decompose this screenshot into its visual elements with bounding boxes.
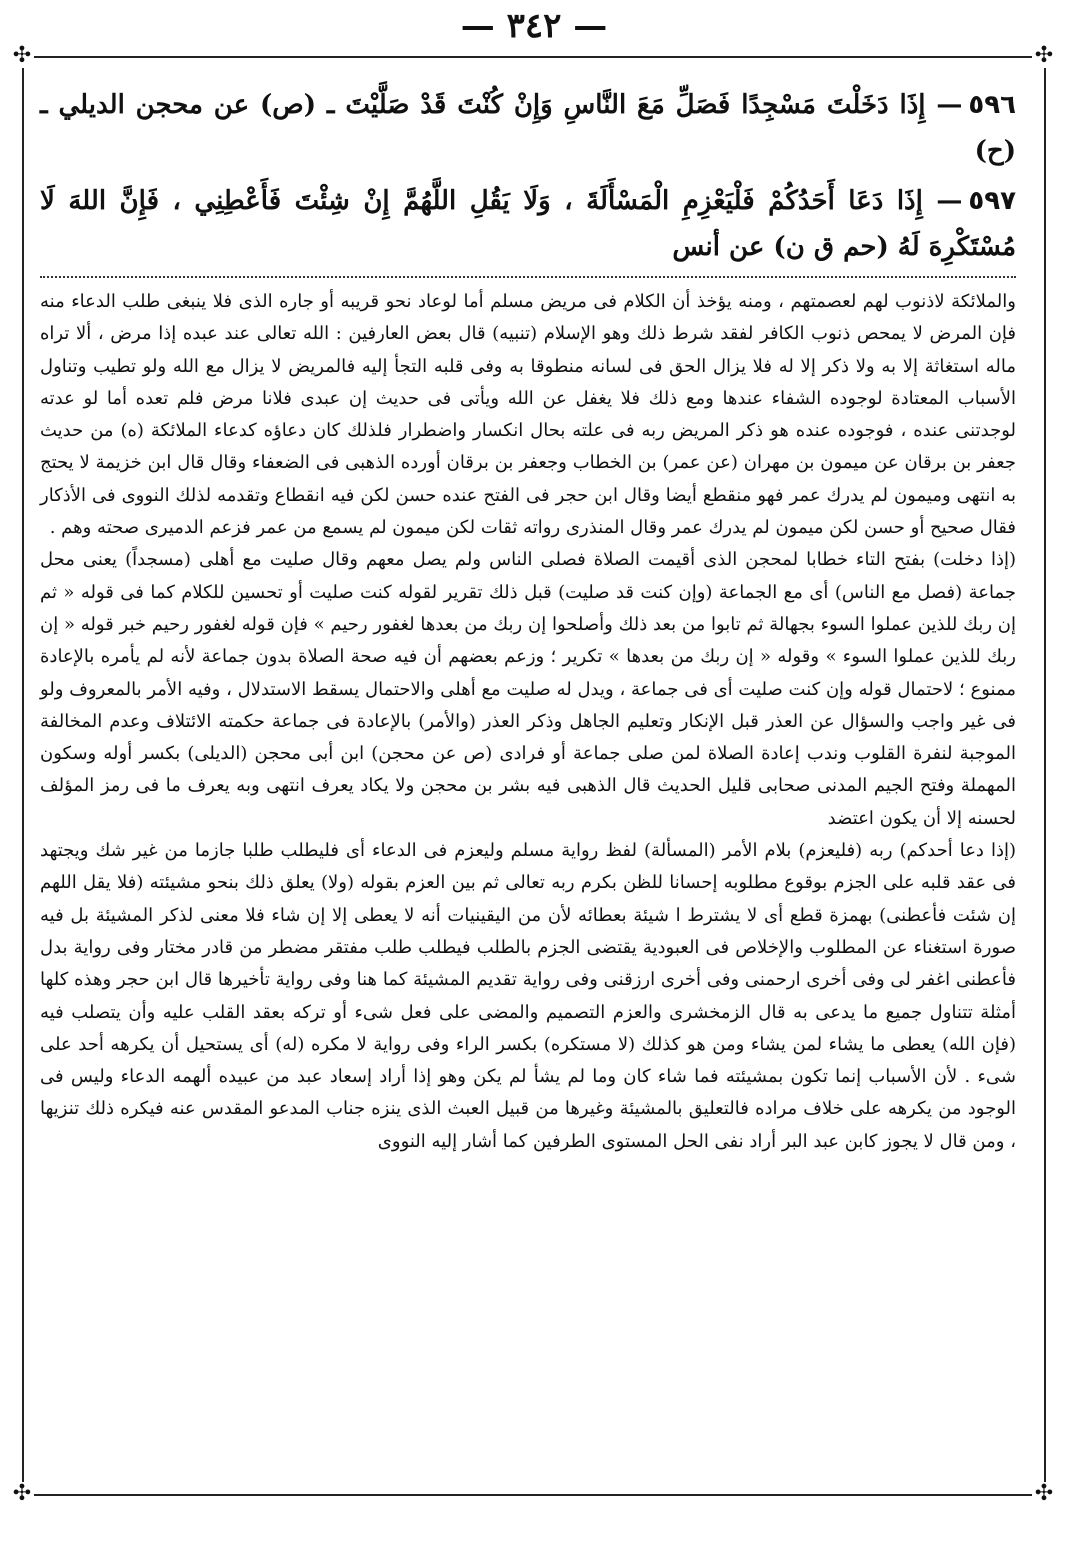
hadith-number: ٥٩٧ — [968, 186, 1016, 216]
hadith-text: — إِذَا دَخَلْتَ مَسْجِدًا فَصَلِّ مَعَ النَّاسِ وَإِنْ كُنْتَ قَدْ صَلَّيْتَ ـ (ص) عن محجن الديلي ـ (ح) — [40, 90, 1016, 166]
hadith-596 — [40, 82, 1016, 174]
corner-ornament-icon: ✣ — [10, 44, 34, 68]
hadith-597 — [40, 178, 1016, 270]
hadith-number: ٥٩٦ — [968, 90, 1016, 120]
corner-ornament-icon: ✣ — [1032, 1482, 1056, 1506]
frame-left-border — [22, 56, 24, 1494]
hadith-text: — إِذَا دَعَا أَحَدُكُمْ فَلْيَعْزِمِ الْمَسْأَلَةَ ، وَلَا يَقُلِ اللَّهُمَّ إِنْ شِئْتَ فَأَعْطِنِي ، فَإِنَّ اللهَ لَا مُسْتَكْرِهَ لَهُ (حم ق ن) عن أنس — [40, 186, 1016, 262]
corner-ornament-icon: ✣ — [1032, 44, 1056, 68]
page-number: — ٣٤٢ — — [460, 6, 608, 46]
frame-right-border — [1044, 56, 1046, 1494]
commentary-paragraph: (إذا دعا أحدكم) ربه (فليعزم) بلام الأمر (المسألة) لفظ رواية مسلم وليعزم فى الدعاء أى فليطلب طلبا جازما من غير شك ويجتهد فى عقد قلبه على الجزم بوقوع مطلوبه إحسانا للظن بكرم ربه تعالى ثم بين العزم بقوله (ولا) يعلق ذلك بنحو مشيئته (فلا يقل اللهم إن شئت فأعطنى) بهمزة قطع أى لا يشترط ا شيئة بعطائه لأن من اليقينيات أنه لا يعطى إلا إن شاء فلا معنى لذكر المشيئة بل فيه صورة استغناء عن المطلوب والإخلاص فى العبودية يقتضى الجزم بالطلب فيطلب طلب مفتقر مضطر من قادر مختار وفى رواية بدل فأعطنى اغفر لى وفى أخرى ارحمنى وفى أخرى ارزقنى وفى رواية تقديم المشيئة كما هنا وفى رواية تأخيرها قال ابن حجر وهذه كلها أمثلة تتناول جميع ما يدعى به قال الزمخشرى والعزم التصميم والمضى على فعل شىء أو تركه بعقد القلب عليه وأن يتصلب فيه (فإن الله) يعطى ما يشاء لمن يشاء ومن هو كذلك (لا مستكره) بكسر الراء وفى رواية لا مكره (له) أى يستحيل أن يكرهه أحد على شىء . لأن الأسباب إنما تكون بمشيئته فما شاء كان وما لم يشأ لم يكن وهو إذا أراد إسعاد عبد من عبيده ألهمه الدعاء وليس فى الوجود من يكرهه على خلاف مراده فالتعليق بالمشيئة وغيرها من قبيل العبث الذى ينزه جناب المدعو المقدس عنه فيكره ذلك تنزيها ، ومن قال لا يجوز كابن عبد البر أراد نفى الحل المستوى الطرفين كما أشار إليه النووى — [40, 840, 1016, 1152]
commentary-paragraph: والملائكة لاذنوب لهم لعصمتهم ، ومنه يؤخذ أن الكلام فى مريض مسلم أما لوعاد نحو قريبه أو جاره الذى فلا ينبغى طلب الدعاء منه فإن المرض لا يمحص ذنوب الكافر لفقد شرط ذلك وهو الإسلام (تنبيه) قال بعض العارفين : الله تعالى عند عبده إذا مرض ، ألا تراه ماله استغاثة إلا به ولا ذكر إلا له فلا يزال الحق فى لسانه منطوقا به وفى قلبه التجأ إليه فالمريض لا يزال مع الله ولو تطيب وتناول الأسباب المعتادة لوجوده الشفاء عندها ومع ذلك فلا يغفل عن الله ويأتى فى حديث إن عبدى فلانا مرض فلم تعده أما لو عدته لوجدتنى عنده ، فوجوده عنده هو ذكر المريض ربه فى علته بحال انكسار واضطرار فلذلك كان دعاؤه كدعاء الملائكة (ه) من حديث جعفر بن برقان عن ميمون بن مهران (عن عمر) بن الخطاب وجعفر بن برقان أورده الذهبى فى الضعفاء وقال قال ابن خزيمة لا يحتج به انتهى وميمون لم يدرك عمر فهو منقطع أيضا وقال ابن حجر فى الفتح عنده حسن لكن فيه انقطاع وتقدمه لذلك النووى فى الأذكار فقال صحيح أو حسن لكن ميمون لم يدرك عمر وقال المنذرى رواته ثقات لكن ميمون لم يسمع من عمر فزعم الدميرى صحته وهم . — [40, 291, 1017, 539]
page-content — [40, 82, 1016, 1158]
frame-top-border — [22, 56, 1046, 58]
dotted-separator — [40, 276, 1016, 278]
corner-ornament-icon: ✣ — [10, 1482, 34, 1506]
commentary-paragraph: (إذا دخلت) بفتح التاء خطابا لمحجن الذى أقيمت الصلاة فصلى الناس ولم يصل معهم وقال صليت مع أهلى (مسجداً) يعنى محل جماعة (فصل مع الناس) أى مع الجماعة (وإن كنت قد صليت) قبل ذلك تقرير لقوله كنت صليت أو تحسين للكلام كما فى قوله « ثم إن ربك للذين عملوا السوء بجهالة ثم تابوا من بعد ذلك وأصلحوا إن ربك من بعدها لغفور رحيم » فإن قوله لغفور رحيم خبر قوله « إن ربك للذين عملوا السوء » وقوله « إن ربك من بعدها » تكرير ؛ وزعم بعضهم أن فيه صحة الصلاة بدون جماعة لأنه لم يأمره بالإعادة ممنوع ؛ لاحتمال قوله وإن كنت صليت أى فى جماعة ، ويدل له صليت مع أهلى والاحتمال يسقط الاستدلال ، وفيه الأمر بالمعروف ولو فى غير واجب والسؤال عن العذر قبل الإنكار وتعليم الجاهل وذكر العذر (والأمر) بالإعادة فى جماعة حكمته الائتلاف وعدم المخالفة الموجبة لنفرة القلوب وندب إعادة الصلاة لمن صلى جماعة أو فرادى (ص عن محجن) ابن أبى محجن (الديلى) بكسر أوله وسكون المهملة وفتح الجيم المدنى صحابى قليل الحديث قال الذهبى فيه بشر بن محجن ولا يكاد يعرف انتهى وبه يعرف ما فى رمز المؤلف لحسنه إلا أن يكون اعتضد — [40, 549, 1016, 829]
commentary — [40, 286, 1016, 1158]
frame-bottom-border — [22, 1494, 1046, 1496]
